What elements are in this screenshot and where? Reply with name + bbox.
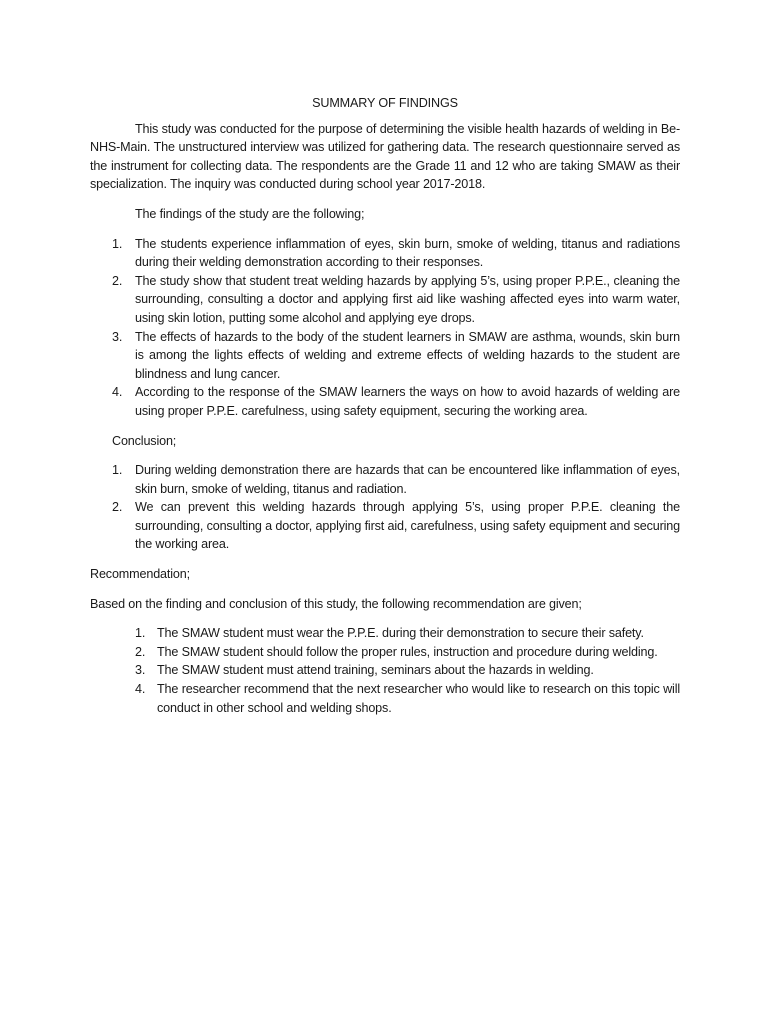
recommendation-item <box>90 624 680 643</box>
recommendation-lead: Based on the finding and conclusion of this study, the following recommendation are given; <box>90 596 582 611</box>
conclusion-list <box>90 461 680 554</box>
conclusion-item <box>90 498 680 554</box>
findings-item <box>90 235 680 272</box>
list-item-text: The students experience inflammation of eyes, skin burn, smoke of welding, titanus and radiations during their welding demonstration according to their responses. <box>135 236 680 270</box>
list-item-text: The study show that student treat welding hazards by applying 5’s, using proper P.P.E., cleaning the surrounding, consulting a doctor and applying first aid like washing affected eyes into warm water, using skin lotion, putting some alcohol and applying eye drops. <box>135 273 680 325</box>
list-number: 1. <box>112 463 123 478</box>
list-number: 2. <box>112 273 123 288</box>
recommendation-item <box>90 680 680 717</box>
list-number: 4. <box>112 385 123 400</box>
list-number: 1. <box>135 626 146 641</box>
conclusion-item <box>90 461 680 498</box>
conclusion-heading: Conclusion; <box>112 433 177 448</box>
findings-lead: The findings of the study are the following; <box>135 206 365 221</box>
page-title: SUMMARY OF FINDINGS <box>312 96 458 110</box>
findings-item <box>90 272 680 328</box>
list-item-text: The researcher recommend that the next researcher who would like to research on this topic will conduct in other school and welding shops. <box>157 682 680 715</box>
recommendation-item <box>90 643 680 662</box>
list-item-text: The SMAW student should follow the proper rules, instruction and procedure during welding. <box>157 644 658 659</box>
recommendation-heading: Recommendation; <box>90 567 190 582</box>
list-item-text: The effects of hazards to the body of the student learners in SMAW are asthma, wounds, skin burn is among the lights effects of welding and extreme effects of welding hazards to the student are blindness and lung cancer. <box>135 329 680 381</box>
list-number: 3. <box>135 663 146 678</box>
list-item-text: The SMAW student must wear the P.P.E. during their demonstration to secure their safety. <box>157 626 644 641</box>
recommendation-item <box>90 661 680 680</box>
list-item-text: During welding demonstration there are hazards that can be encountered like inflammation of eyes, skin burn, smoke of welding, titanus and radiation. <box>135 463 680 496</box>
list-item-text: The SMAW student must attend training, seminars about the hazards in welding. <box>157 663 594 678</box>
list-item-text: We can prevent this welding hazards through applying 5’s, using proper P.P.E. cleaning the surrounding, consulting a doctor, applying first aid, carefulness, using safety equipment and securing the working area. <box>135 500 680 552</box>
list-number: 2. <box>112 500 123 515</box>
findings-item <box>90 383 680 420</box>
list-number: 3. <box>112 329 123 344</box>
findings-list <box>90 235 680 421</box>
list-number: 1. <box>112 236 123 251</box>
list-item-text: According to the response of the SMAW learners the ways on how to avoid hazards of welding are using proper P.P.E. carefulness, using safety equipment, securing the working area. <box>135 385 680 418</box>
intro-paragraph: This study was conducted for the purpose of determining the visible health hazards of welding in Be-NHS-Main. The unstructured interview was utilized for gathering data. The research questionnaire served as the instrument for collecting data. The respondents are the Grade 11 and 12 who are taking SMAW as their specialization. The inquiry was conducted during school year 2017-2018. <box>90 121 680 192</box>
recommendation-list <box>90 624 680 717</box>
list-number: 4. <box>135 682 146 697</box>
list-number: 2. <box>135 644 146 659</box>
document-body <box>90 94 680 717</box>
findings-item <box>90 328 680 384</box>
